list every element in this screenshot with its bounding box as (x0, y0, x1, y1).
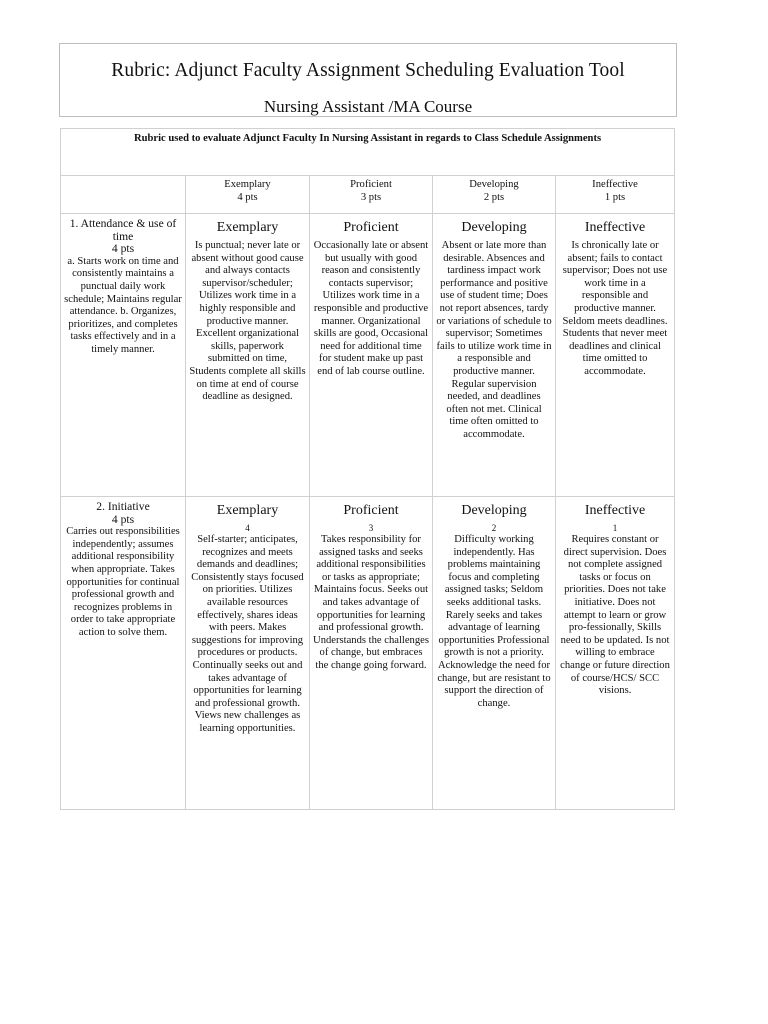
criterion-cell (61, 214, 186, 497)
header-developing (433, 176, 556, 214)
criterion-row-initiative (61, 497, 675, 810)
rating-description: Requires constant or direct supervision. Does not complete assigned tasks or focus on priorities. Does not take initiative. Does not attempt to learn or grow pro-fessionally, Skills need to be updated. Is not willing to embrace change or future direction of course/HCS/ SCC visions. (560, 534, 670, 697)
level-label: Exemplary (216, 503, 279, 518)
level-label: Exemplary (216, 220, 279, 235)
rating-cell-developing (433, 497, 556, 810)
rating-cell-ineffective (556, 497, 675, 810)
level-label: Proficient (343, 503, 399, 518)
rating-cell-exemplary (186, 214, 310, 497)
rating-cell-proficient (310, 214, 433, 497)
column-points: 1 pts (604, 191, 626, 203)
rating-description: Takes responsibility for assigned tasks and seeks additional responsibilities or tasks as appropriate; Maintains focus. Seeks out and takes advantage of opportunities for learning and professional growth. Understands the challenges of change, but embraces the change going forward. (313, 534, 429, 671)
criterion-cell (61, 497, 186, 810)
rating-description: Difficulty working independently. Has problems maintaining focus and completing assigned tasks; Seldom seeks additional tasks. Rarely seeks and takes advantage of learning opportunities Professional growth is not a priority. Acknowledge the need for change, but are resistant to support the direction of change. (437, 534, 551, 709)
title-box (59, 43, 677, 117)
rubric-table (60, 128, 675, 810)
rating-description: Self-starter; anticipates, recognizes and meets demands and deadlines; Consistently stays focused on priorities. Utilizes available resources effectively, shares ideas with peers. Makes suggestions for improving procedures or products. Continually seeks out and takes advantage of opportunities for learning and professional growth. Views new challenges as learning opportunities. (191, 534, 304, 734)
page-title: Rubric: Adjunct Faculty Assignment Scheduling Evaluation Tool (111, 60, 625, 81)
page-subtitle: Nursing Assistant /MA Course (263, 97, 473, 116)
criterion-points: 4 pts (111, 242, 135, 256)
criterion-points: 4 pts (111, 512, 135, 526)
header-exemplary (186, 176, 310, 214)
rating-description: Is punctual; never late or absent without good cause and always contacts supervisor/scheduler; Utilizes work time in a highly responsible and productive manner. Excellent organizational skills, paperwork submitted on time, Students complete all skills on time at end of course deadline as designed. (189, 240, 306, 403)
rating-cell-exemplary (186, 497, 310, 810)
rubric-intro: Rubric used to evaluate Adjunct Faculty In Nursing Assistant in regards to Class Schedule Assignments (61, 129, 675, 176)
criterion-description: Carries out responsibilities independently; assumes additional responsibility when appropriate. Takes opportunities for continual professional growth and recognizes problems in order to take appropriate action to solve them. (66, 526, 180, 638)
rating-number: 4 (245, 523, 250, 533)
header-ineffective (556, 176, 675, 214)
column-name: Ineffective (592, 179, 638, 190)
level-label: Proficient (343, 220, 399, 235)
rating-number: 2 (491, 523, 497, 533)
header-proficient (310, 176, 433, 214)
criterion-row-attendance (61, 214, 675, 497)
column-name: Exemplary (224, 179, 271, 190)
column-points: 3 pts (360, 191, 382, 203)
rating-description: Occasionally late or absent but usually with good reason and consistently contacts supervisor; Utilizes work time in a responsible and productive manner. Organizational skills are good, Occasional need for additional time for student make up past end of lab course outline. (313, 240, 429, 377)
rating-number: 3 (368, 523, 374, 533)
rating-number: 1 (612, 523, 618, 533)
criterion-title: 2. Initiative (96, 500, 150, 513)
column-points: 4 pts (237, 191, 258, 203)
rating-cell-proficient (310, 497, 433, 810)
header-row (61, 176, 675, 214)
level-label: Developing (461, 503, 527, 518)
rating-description: Is chronically late or absent; fails to contact supervisor; Does not use work time in a responsible and productive manner. Seldom meets deadlines. Students that never meet deadlines and clinical time omitted to accommodate. (562, 240, 668, 377)
rating-description: Absent or late more than desirable. Absences and tardiness impact work performance and positive use of student time; Does not report absences, tardy or variations of schedule to supervisor; Sometimes fails to utilize work time in a responsible and productive manner. Regular supervision needed, and deadlines often not met. Clinical time often omitted to accommodate. (436, 240, 552, 440)
intro-row (61, 129, 675, 176)
rating-cell-ineffective (556, 214, 675, 497)
rating-cell-developing (433, 214, 556, 497)
level-label: Developing (461, 220, 527, 235)
column-name: Proficient (350, 179, 392, 190)
criterion-title: 1. Attendance & use of time (69, 217, 177, 243)
criterion-description: a. Starts work on time and consistently maintains a punctual daily work schedule; Maintains regular attendance. b. Organizes, prioritizes, and completes tasks effectively and in a timely manner. (64, 255, 182, 355)
level-label: Ineffective (584, 503, 646, 518)
column-name: Developing (469, 179, 519, 190)
level-label: Ineffective (584, 220, 646, 235)
header-blank-cell (61, 176, 186, 214)
column-points: 2 pts (483, 191, 505, 203)
